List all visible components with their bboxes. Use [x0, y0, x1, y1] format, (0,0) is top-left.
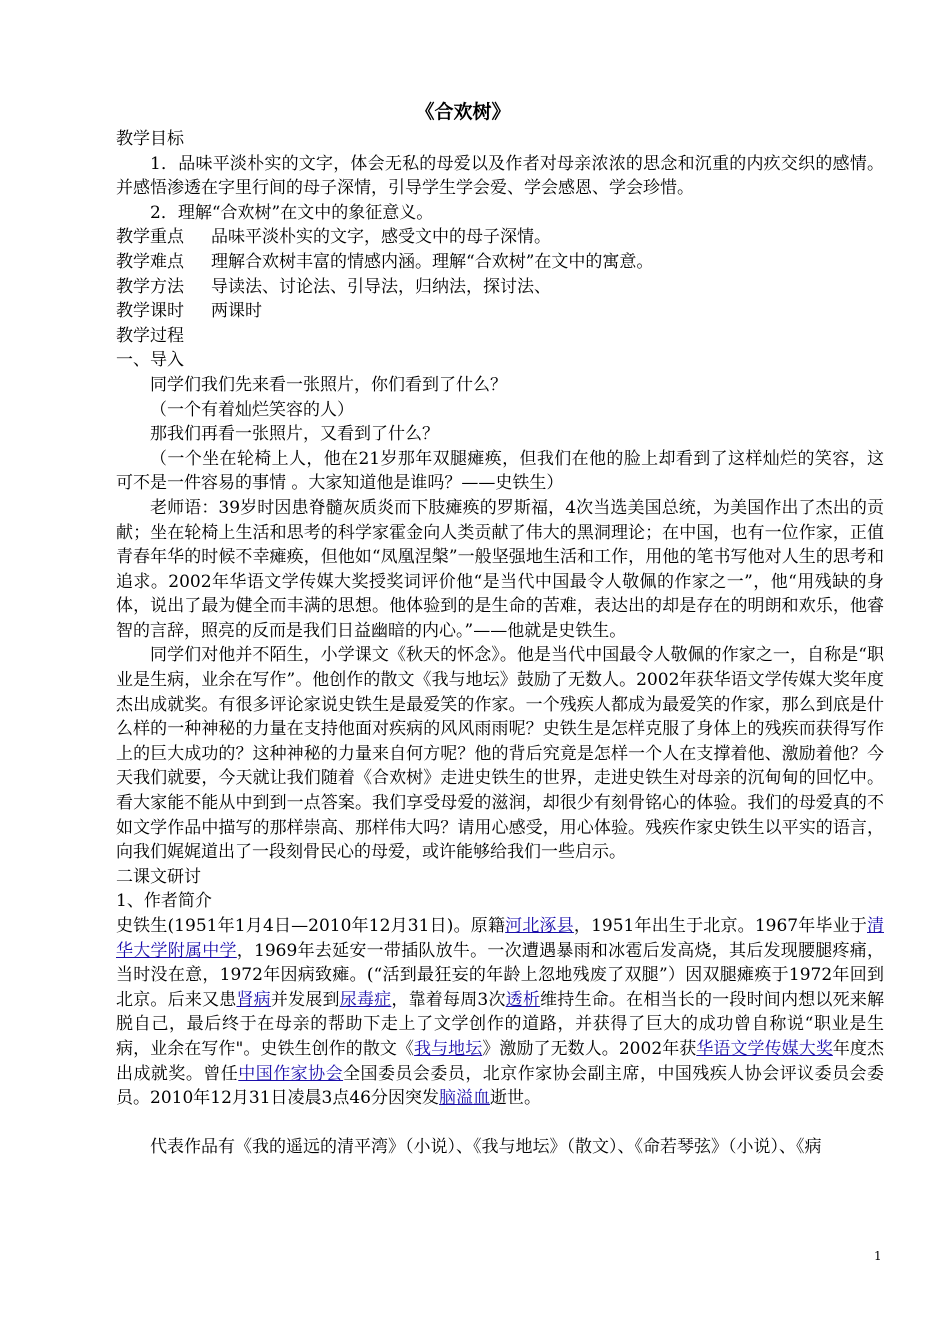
document-body — [116, 99, 884, 1159]
key-point-row — [116, 225, 884, 250]
intro-paragraph-1: 同学们我们先来看一张照片，你们看到了什么？ — [150, 374, 507, 395]
page-title: 《合欢树》 — [415, 101, 511, 123]
intro-paragraph-5: 老师语：39岁时因患脊髓灰质炎而下肢瘫痪的罗斯福，4次当选美国总统，为美国作出了杰出的贡献；坐在轮椅上生活和思考的科学家霍金向人类贡献了伟大的黑洞理论；在中国，也有一位作家，正值青春年华的时候不幸瘫痪，但他如“凤凰涅槃”一般坚强地生活和工作，用他的笔书写他对人生的思考和追求。2002年华语文学传媒大奖授奖词评价他“是当代中国最令人敬佩的作家之一”，他“用残缺的身体，说出了最为健全而丰满的思想。他体验到的是生命的苦难，表达出的却是存在的明朗和欢乐，他睿智的言辞，照亮的反而是我们日益幽暗的内心。”——他就是史铁生。 — [116, 497, 884, 641]
process-heading: 教学过程 — [116, 325, 184, 346]
link-uremia[interactable]: 尿毒症 — [339, 989, 392, 1010]
bio-text: 》激励了无数人。2002年获 — [482, 1038, 697, 1059]
bio-text: 维持生命。在相当长的一段时间内想以死来解脱自己，最后终于在母亲的帮助下走上了文学创作的道路，并获得了巨大的成功曾自称说“职业是生病，业余在写作"。史铁生创作的散文《 — [116, 989, 885, 1059]
intro-paragraph-6: 同学们对他并不陌生，小学课文《秋天的怀念》。他是当代中国最令人敬佩的作家之一，自称是“职业是生病，业余在写作”。他创作的散文《我与地坛》鼓励了无数人。2002年获华语文学传媒大奖年度杰出成就奖。有很多评论家说史铁生是最爱笑的作家。一个残疾人都成为最爱笑的作家，那么到底是什么样的一种神秘的力量在支持他面对疾病的风风雨雨呢？史铁生是怎样克服了身体上的残疾而获得写作上的巨大成功的？这种神秘的力量来自何方呢？他的背后究竟是怎样一个人在支撑着他、激励着他？今天我们就要，今天就让我们随着《合欢树》走进史铁生的世界，走进史铁生对母亲的沉甸甸的回忆中。看大家能不能从中到到一点答案。我们享受母爱的滋润，却很少有刻骨铭心的体验。我们的母爱真的不如文学作品中描写的那样崇高、那样伟大吗？请用心感受，用心体验。残疾作家史铁生以平实的语言，向我们娓娓道出了一段刻骨民心的母爱，或许能够给我们一些启示。 — [116, 645, 884, 863]
bio-text: 全国委员会委员，北京作家协会副主席，中国残疾人协会评议委员会委员。2010年12月31日凌晨3点46分因突发 — [116, 1063, 885, 1109]
author-heading: 1、作者简介 — [116, 891, 212, 912]
section-2-heading: 二课文研讨 — [116, 866, 201, 887]
link-wo-yu-ditan[interactable]: 我与地坛 — [414, 1038, 483, 1059]
hours-label: 教学课时 — [116, 301, 184, 322]
link-cerebral-hemorrhage[interactable]: 脑溢血 — [438, 1088, 490, 1109]
intro-paragraph-4: （一个坐在轮椅上人，他在21岁那年双腿瘫痪，但我们在他的脸上却看到了这样灿烂的笑容，这可不是一件容易的事情 。大家知道他是谁吗？——史铁生） — [116, 448, 884, 494]
difficulty-label: 教学难点 — [116, 251, 184, 272]
link-hebei-zhuoxian[interactable]: 河北涿县 — [505, 916, 574, 936]
works-paragraph: 代表作品有《我的遥远的清平湾》（小说）、《我与地坛》（散文）、《命若琴弦》（小说）、《病 — [150, 1136, 822, 1157]
bio-text: 并发展到 — [270, 989, 340, 1010]
link-writers-association[interactable]: 中国作家协会 — [238, 1063, 344, 1084]
bio-text: ，1951年出生于北京。1967年毕业于 — [573, 916, 867, 936]
blank-line — [116, 1111, 884, 1135]
bio-text: 史铁生(1951年1月4日—2010年12月31日)。原籍 — [116, 916, 506, 936]
hours-text: 两课时 — [211, 301, 262, 322]
link-media-award[interactable]: 华语文学传媒大奖 — [696, 1038, 833, 1059]
bio-text: ，靠着每周3次 — [391, 989, 506, 1010]
intro-paragraph-3: 那我们再看一张照片，又看到了什么？ — [150, 424, 439, 445]
method-label: 教学方法 — [116, 276, 184, 297]
bio-text: 年度杰出成就奖。曾任 — [116, 1038, 885, 1084]
bio-text: ，1969年去延安一带插队放牛。一次遭遇暴雨和冰雹后发高烧，其后发现腰腿疼痛，当时没在意，1972年因病致瘫。(“活到最狂妄的年龄上忽地残废了双腿”）因双腿瘫痪于1972年回到北京。后来又患 — [116, 940, 885, 1010]
page-number: 1 — [874, 1249, 882, 1263]
author-bio — [116, 914, 884, 1111]
key-point-label: 教学重点 — [116, 227, 184, 248]
hours-row — [116, 299, 884, 324]
link-tsinghua-high-school[interactable]: 清华大学附属中学 — [116, 916, 884, 961]
intro-heading: 一、导入 — [116, 350, 184, 371]
goals-heading: 教学目标 — [116, 129, 184, 149]
difficulty-row — [116, 250, 884, 275]
method-row — [116, 275, 884, 300]
intro-paragraph-2: （一个有着灿烂笑容的人） — [150, 399, 354, 420]
key-point-text: 品味平淡朴实的文字，感受文中的母子深情。 — [211, 227, 551, 248]
bio-text: 逝世。 — [489, 1088, 541, 1109]
link-dialysis[interactable]: 透析 — [505, 989, 541, 1010]
link-kidney-disease[interactable]: 肾病 — [236, 989, 271, 1010]
difficulty-text: 理解合欢树丰富的情感内涵。理解“合欢树”在文中的寓意。 — [211, 251, 654, 272]
goal-1: 1．品味平淡朴实的文字，体会无私的母爱以及作者对母亲浓浓的思念和沉重的内疚交织的感情。并感悟渗透在字里行间的母子深情，引导学生学会爱、学会感恩、学会珍惜。 — [116, 153, 884, 199]
goal-2: 2．理解“合欢树”在文中的象征意义。 — [150, 202, 434, 223]
method-text: 导读法、讨论法、引导法，归纳法，探讨法、 — [211, 276, 551, 297]
